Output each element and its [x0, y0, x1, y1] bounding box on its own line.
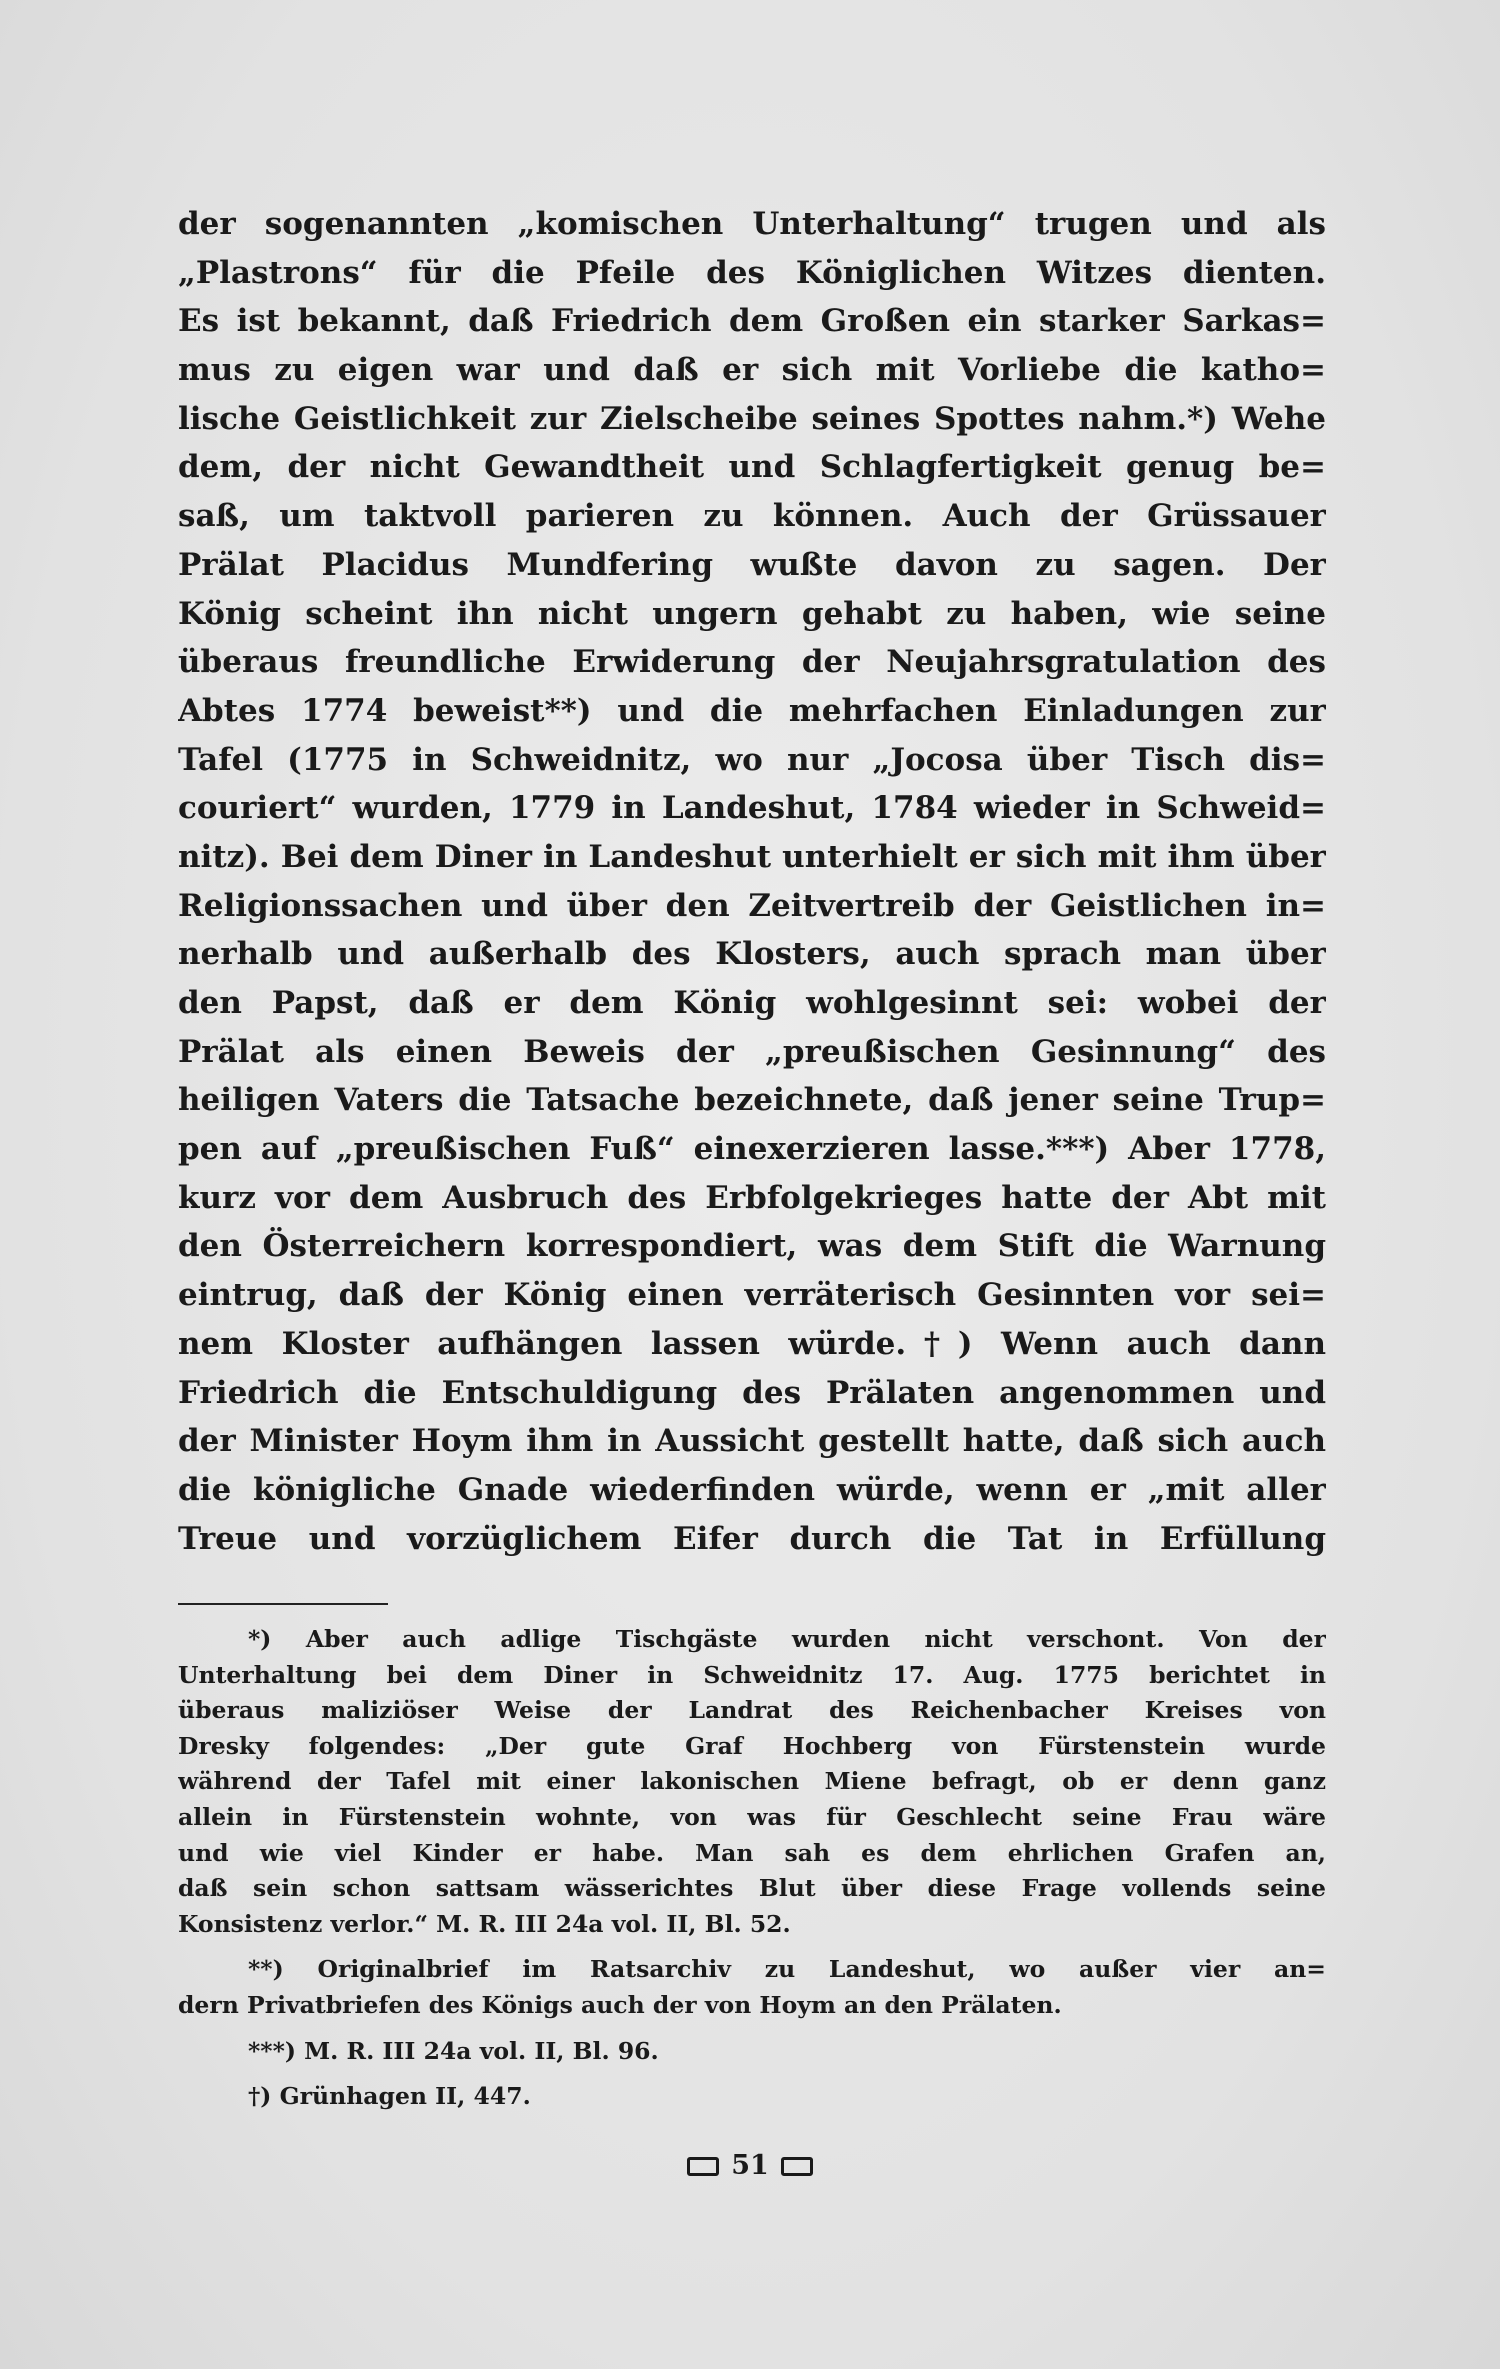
body-line: König scheint ihn nicht ungern gehabt zu haben, wie seine: [178, 595, 1326, 632]
footnote-line: allein in Fürstenstein wohnte, von was für Geschlecht seine Frau wäre: [178, 1802, 1326, 1831]
footnotes: [178, 1622, 1326, 2115]
body-line: den Papst, daß er dem König wohlgesinnt sei: wobei der: [178, 985, 1326, 1021]
body-line: eintrug, daß der König einen verräterisch Gesinnten vor sei=: [178, 1277, 1326, 1314]
body-line: den Österreichern korrespondiert, was dem Stift die Warnung: [178, 1228, 1326, 1265]
body-line: nerhalb und außerhalb des Klosters, auch sprach man über: [178, 936, 1326, 973]
ornament-box-icon: [687, 2157, 719, 2176]
body-line: Friedrich die Entschuldigung des Prälaten angenommen und: [178, 1374, 1326, 1411]
body-line: lische Geistlichkeit zur Zielscheibe seines Spottes nahm.*) Wehe: [178, 400, 1326, 437]
footnote-line: Unterhaltung bei dem Diner in Schweidnitz 17. Aug. 1775 berichtet in: [178, 1660, 1326, 1689]
body-line: pen auf „preußischen Fuß“ einexerzieren lasse.***) Aber 1778,: [178, 1131, 1326, 1168]
body-line: saß, um taktvoll parieren zu können. Auch der Grüssauer: [178, 498, 1326, 535]
body-line: Prälat als einen Beweis der „preußischen Gesinnung“ des: [178, 1033, 1326, 1070]
body-line: der sogenannten „komischen Unterhaltung“ trugen und als: [178, 206, 1326, 242]
footnote-1: [178, 1622, 1326, 1942]
footnote-3: [178, 2034, 1326, 2070]
body-line: die königliche Gnade wiederfinden würde, wenn er „mit aller: [178, 1471, 1326, 1508]
body-line: dem, der nicht Gewandtheit und Schlagfertigkeit genug be=: [178, 449, 1326, 486]
footnote-line: **) Originalbrief im Ratsarchiv zu Landeshut, wo außer vier an=: [248, 1955, 1326, 1984]
body-line: Es ist bekannt, daß Friedrich dem Großen ein starker Sarkas=: [178, 303, 1326, 340]
footnote-line: Dresky folgendes: „Der gute Graf Hochberg von Fürstenstein wurde: [178, 1731, 1326, 1760]
body-line: Abtes 1774 beweist**) und die mehrfachen Einladungen zur: [178, 692, 1326, 729]
footnote-line: *) Aber auch adlige Tischgäste wurden nicht verschont. Von der: [248, 1625, 1326, 1653]
footnote-line: dern Privatbriefen des Königs auch der von Hoym an den Prälaten.: [178, 1990, 1062, 2019]
body-line: mus zu eigen war und daß er sich mit Vorliebe die katho=: [178, 352, 1326, 389]
footnote-line: daß sein schon sattsam wässerichtes Blut über diese Frage vollends seine: [178, 1874, 1326, 1903]
footnote-2: [178, 1952, 1326, 2023]
body-line: nem Kloster aufhängen lassen würde.†) Wenn auch dann: [178, 1325, 1326, 1362]
page-number-row: [0, 2150, 1500, 2181]
body-line: überaus freundliche Erwiderung der Neujahrsgratulation des: [178, 644, 1326, 681]
footnote-line: während der Tafel mit einer lakonischen Miene befragt, ob er denn ganz: [178, 1767, 1326, 1796]
footnote-line: überaus maliziöser Weise der Landrat des Reichenbacher Kreises von: [178, 1696, 1326, 1725]
body-line: der Minister Hoym ihm in Aussicht gestellt hatte, daß sich auch: [178, 1423, 1326, 1460]
footnote-line: †) Grünhagen II, 447.: [248, 2082, 531, 2111]
footnote-4: [178, 2079, 1326, 2115]
footnote-line: ***) M. R. III 24a vol. II, Bl. 96.: [248, 2036, 659, 2065]
body-line: heiligen Vaters die Tatsache bezeichnete, daß jener seine Trup=: [178, 1082, 1326, 1119]
body-text: [178, 200, 1326, 1563]
body-line: „Plastrons“ für die Pfeile des Königlichen Witzes dienten.: [178, 254, 1326, 291]
body-line: kurz vor dem Ausbruch des Erbfolgekrieges hatte der Abt mit: [178, 1179, 1326, 1216]
body-line: couriert“ wurden, 1779 in Landeshut, 1784 wieder in Schweid=: [178, 790, 1326, 827]
footnote-line: und wie viel Kinder er habe. Man sah es dem ehrlichen Grafen an,: [178, 1838, 1326, 1867]
body-line: Religionssachen und über den Zeitvertreib der Geistlichen in=: [178, 887, 1326, 924]
ornament-box-icon: [781, 2157, 813, 2176]
footnote-divider: [178, 1603, 388, 1605]
page-number: 51: [731, 2150, 769, 2181]
body-line: Prälat Placidus Mundfering wußte davon zu sagen. Der: [178, 546, 1326, 583]
body-line: nitz). Bei dem Diner in Landeshut unterhielt er sich mit ihm über: [178, 838, 1326, 875]
body-line: Treue und vorzüglichem Eifer durch die Tat in Erfüllung: [178, 1520, 1326, 1557]
footnote-line: Konsistenz verlor.“ M. R. III 24a vol. II, Bl. 52.: [178, 1909, 791, 1938]
body-line: Tafel (1775 in Schweidnitz, wo nur „Jocosa über Tisch dis=: [178, 741, 1326, 778]
